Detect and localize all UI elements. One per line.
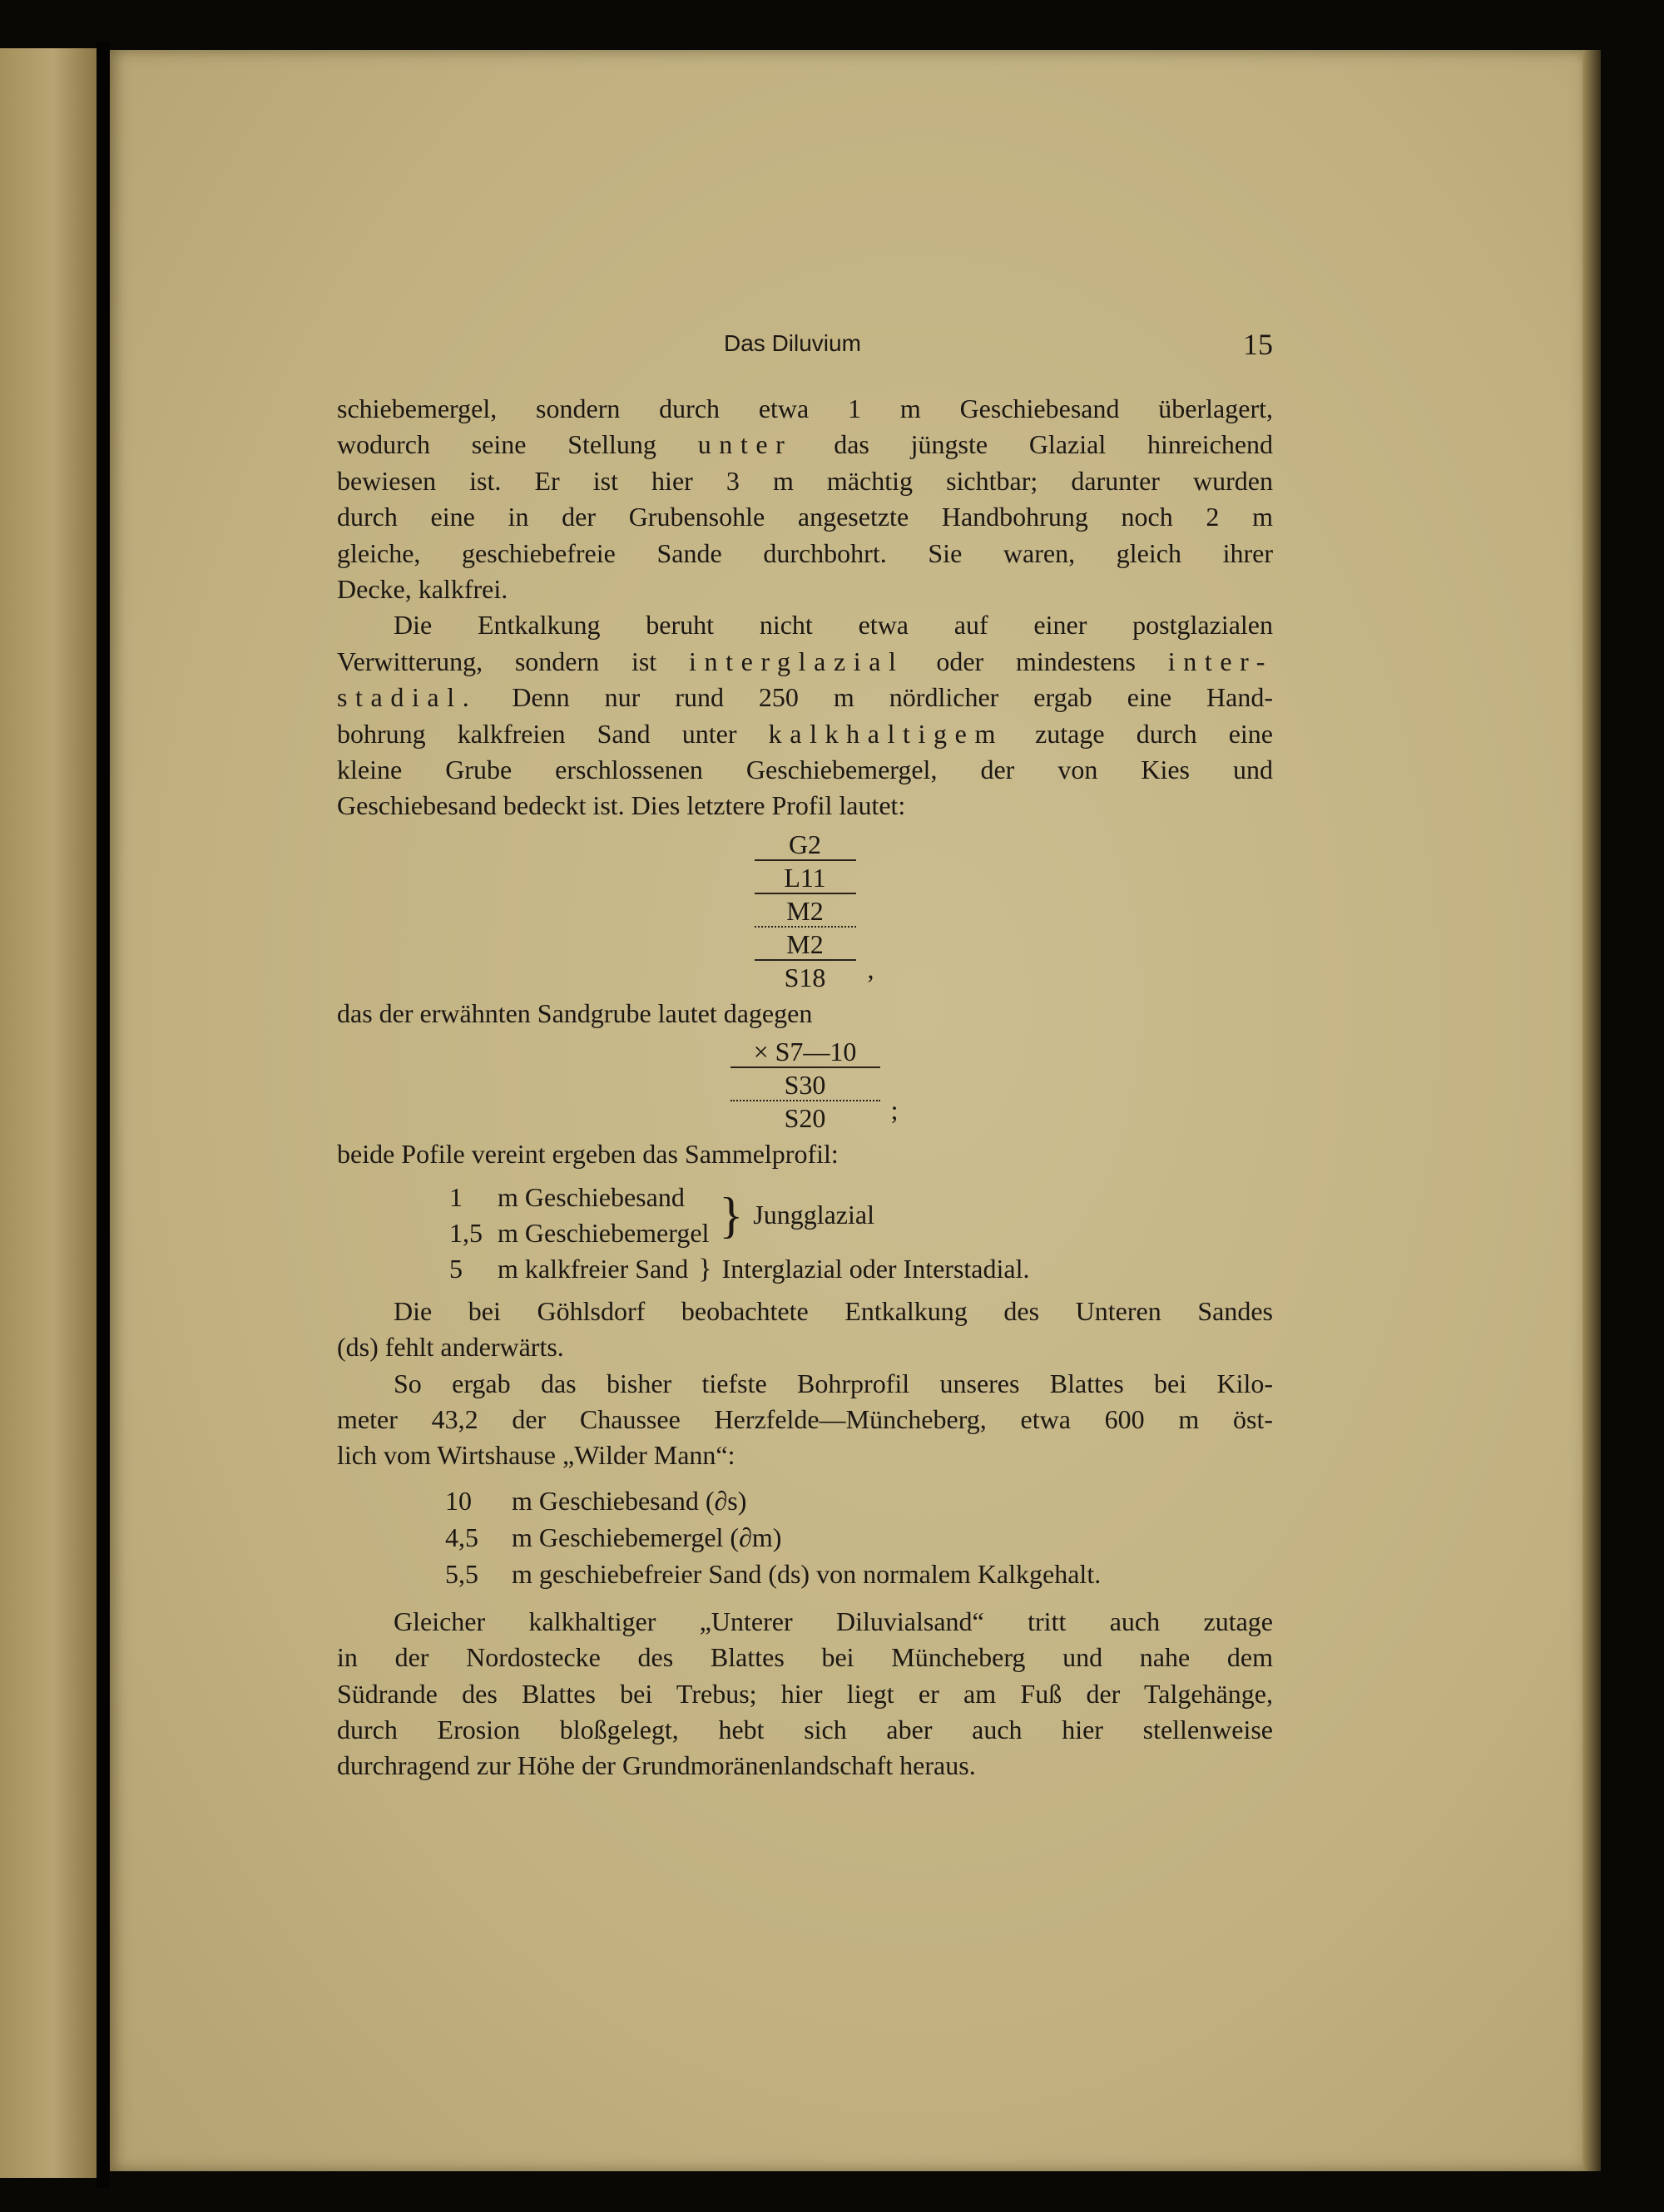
profile-formula-1 bbox=[337, 828, 1273, 992]
formula-layer-text: S18 bbox=[784, 962, 826, 992]
bore-row bbox=[445, 1482, 1273, 1519]
spaced-emphasis: unter bbox=[697, 429, 793, 460]
text-line: So ergab das bisher tiefste Bohrprofil unseres Blattes bei Kilo- bbox=[394, 1368, 1273, 1398]
text-span: das jüngste Glazial hinreichend bbox=[834, 429, 1274, 460]
text-line bbox=[337, 644, 1273, 680]
text-span: wodurch seine Stellung bbox=[337, 429, 656, 460]
running-title: Das Diluvium bbox=[724, 330, 861, 356]
formula-layer: G2 bbox=[755, 828, 856, 861]
layer-description: m Geschiebemergel bbox=[498, 1217, 710, 1248]
layer-thickness: 1,5 bbox=[449, 1217, 483, 1248]
paragraph-3 bbox=[337, 1294, 1273, 1366]
page-edge bbox=[1582, 50, 1601, 2171]
spaced-emphasis: inter- bbox=[1167, 646, 1274, 676]
text-line: (ds) fehlt anderwärts. bbox=[337, 1332, 564, 1363]
text-line: in der Nordostecke des Blattes bei Müncheberg und nahe dem bbox=[337, 1642, 1273, 1673]
text-line: Geschiebesand bedeckt ist. Dies letztere Profil lautet: bbox=[337, 790, 906, 821]
formula-layer bbox=[730, 1095, 899, 1134]
layer-thickness: 5,5 bbox=[445, 1558, 478, 1589]
text-line: beide Pofile vereint ergeben das Sammelprofil: bbox=[337, 1139, 839, 1170]
formula-punctuation: ; bbox=[890, 1095, 899, 1126]
text-line: kleine Grube erschlossenen Geschiebemergel, der von Kies und bbox=[337, 755, 1273, 785]
paragraph-2 bbox=[337, 607, 1273, 824]
summary-row bbox=[449, 1215, 709, 1251]
paragraph-5 bbox=[337, 1604, 1273, 1784]
summary-group-1 bbox=[449, 1180, 1273, 1251]
text-line: Decke, kalkfrei. bbox=[337, 574, 508, 605]
text-span: zutage durch eine bbox=[1035, 718, 1274, 749]
text-span: Verwitterung, sondern ist bbox=[337, 646, 657, 676]
summary-group-label: Interglazial oder Interstadial. bbox=[721, 1253, 1030, 1284]
spaced-emphasis: kalkhaltigem bbox=[768, 718, 1003, 749]
page-body bbox=[337, 391, 1273, 1784]
formula-layer bbox=[755, 953, 874, 992]
page-number: 15 bbox=[1243, 328, 1273, 361]
formula-layer: S30 bbox=[730, 1068, 880, 1101]
text-line: durchragend zur Höhe der Grundmoränenlandschaft heraus. bbox=[337, 1750, 976, 1781]
summary-profile-table bbox=[449, 1180, 1273, 1287]
layer-thickness: 1 bbox=[449, 1181, 463, 1212]
formula-layer: M2 bbox=[755, 928, 856, 961]
formula-layer: × S7—10 bbox=[730, 1035, 880, 1068]
text-line: Die Entkalkung beruht nicht etwa auf einer postglazialen bbox=[394, 610, 1273, 641]
layer-description: m Geschiebemergel (∂m) bbox=[512, 1522, 782, 1552]
text-line: gleiche, geschiebefreie Sande durchbohrt. Sie waren, gleich ihrer bbox=[337, 537, 1273, 568]
text-line bbox=[337, 716, 1273, 752]
formula-layer: L11 bbox=[755, 861, 856, 894]
paragraph-4 bbox=[337, 1366, 1273, 1474]
spaced-emphasis: interglazial bbox=[688, 646, 904, 676]
text-line: Gleicher kalkhaltiger „Unterer Diluvialsand“ tritt auch zutage bbox=[394, 1606, 1273, 1636]
layer-thickness: 10 bbox=[445, 1485, 472, 1516]
text-line: durch Erosion bloßgelegt, hebt sich aber auch hier stellenweise bbox=[337, 1714, 1273, 1744]
bore-row bbox=[445, 1556, 1273, 1592]
bore-profile-list bbox=[445, 1482, 1273, 1592]
layer-description: m kalkfreier Sand bbox=[498, 1253, 689, 1284]
summary-group-rows bbox=[449, 1180, 709, 1251]
text-line bbox=[337, 680, 1273, 715]
text-line: durch eine in der Grubensohle angesetzte Handbohrung noch 2 m bbox=[337, 502, 1273, 532]
formula-layer: M2 bbox=[755, 894, 856, 928]
text-line: das der erwähnten Sandgrube lautet dagegen bbox=[337, 997, 813, 1028]
layer-thickness: 5 bbox=[449, 1253, 463, 1284]
layer-description: m geschiebefreier Sand (ds) von normalem Kalkgehalt. bbox=[512, 1558, 1102, 1589]
brace-glyph: } bbox=[719, 1187, 744, 1243]
layer-description: m Geschiebesand bbox=[498, 1181, 685, 1212]
text-span: Denn nur rund 250 m nördlicher ergab eine Hand- bbox=[512, 682, 1274, 713]
paragraph-1 bbox=[337, 391, 1273, 607]
formula-layer-text: S20 bbox=[784, 1103, 826, 1134]
text-line: meter 43,2 der Chaussee Herzfelde—Müncheberg, etwa 600 m öst- bbox=[337, 1403, 1273, 1434]
left-page-edge bbox=[0, 48, 97, 2178]
spaced-emphasis: stadial. bbox=[337, 682, 478, 713]
layer-thickness: 4,5 bbox=[445, 1522, 478, 1552]
text-line: bewiesen ist. Er ist hier 3 m mächtig sichtbar; darunter wurden bbox=[337, 465, 1273, 496]
formula-punctuation: , bbox=[867, 953, 874, 984]
text-line: Südrande des Blattes bei Trebus; hier liegt er am Fuß der Talgehänge, bbox=[337, 1678, 1273, 1709]
text-line: lich vom Wirtshause „Wilder Mann“: bbox=[337, 1440, 735, 1471]
text-span: oder mindestens bbox=[936, 646, 1136, 676]
text-line: Die bei Göhlsdorf beobachtete Entkalkung des Unteren Sandes bbox=[394, 1295, 1273, 1326]
brace-glyph: } bbox=[698, 1253, 712, 1284]
running-header bbox=[337, 327, 1273, 364]
text-span: bohrung kalkfreien Sand unter bbox=[337, 718, 737, 749]
book-gutter bbox=[97, 42, 110, 2188]
summary-row bbox=[449, 1251, 1273, 1287]
layer-description: m Geschiebesand (∂s) bbox=[512, 1485, 747, 1516]
summary-group-label: Jungglazial bbox=[753, 1200, 874, 1230]
text-line: schiebemergel, sondern durch etwa 1 m Geschiebesand überlagert, bbox=[337, 393, 1273, 423]
summary-row bbox=[449, 1180, 709, 1215]
bore-row bbox=[445, 1519, 1273, 1556]
profile-formula-2 bbox=[337, 1035, 1273, 1133]
text-line bbox=[337, 427, 1273, 463]
